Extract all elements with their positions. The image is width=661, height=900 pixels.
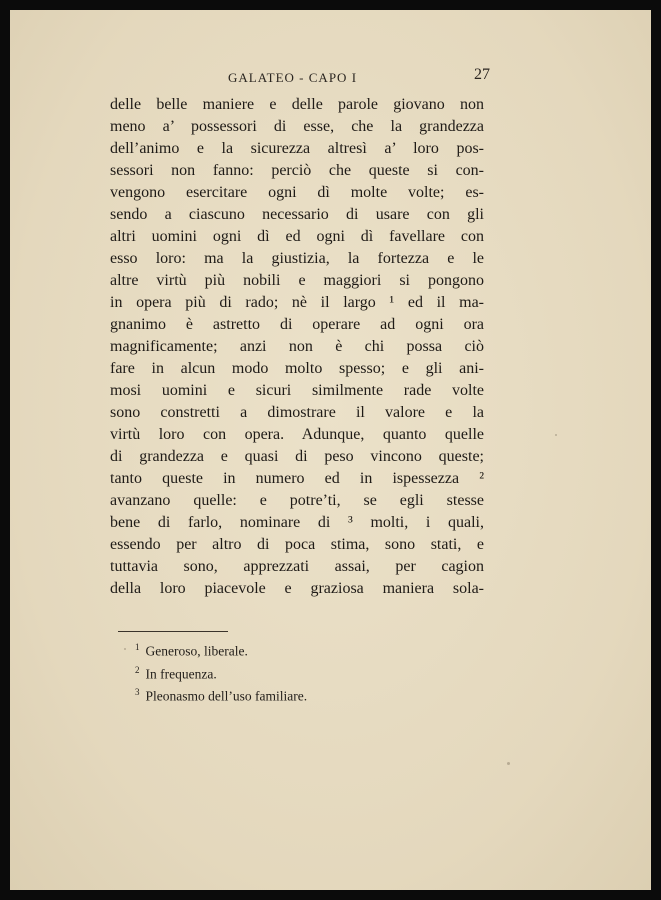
text-line: virtù loro con opera. Adunque, quanto quelle <box>110 426 484 443</box>
page-header <box>110 66 490 90</box>
text-line: bene di farlo, nominare di ³ molti, i quali, <box>110 514 484 531</box>
paper-speck <box>124 648 126 650</box>
footnote-text: Generoso, liberale. <box>145 643 248 659</box>
running-title: GALATEO - CAPO I <box>228 70 358 85</box>
text-line: sessori non fanno: perciò che queste si con- <box>110 162 484 179</box>
footnote <box>135 683 307 706</box>
footnote <box>135 661 307 684</box>
text-line: altre virtù più nobili e maggiori si pongono <box>110 272 484 289</box>
text-line: dell’animo e la sicurezza altresì a’ loro pos- <box>110 140 484 157</box>
text-line: tanto queste in numero ed in ispessezza ² <box>110 470 484 487</box>
text-line: delle belle maniere e delle parole giovano non <box>110 96 484 113</box>
paper-speck <box>555 434 557 436</box>
book-page <box>10 10 651 890</box>
text-line: esso loro: ma la giustizia, la fortezza e le <box>110 250 484 267</box>
paper-speck <box>507 762 510 765</box>
text-line: magnificamente; anzi non è chi possa ciò <box>110 338 484 355</box>
footnote <box>135 638 307 661</box>
text-line: mosi uomini e sicuri similmente rade volte <box>110 382 484 399</box>
text-line: sono constretti a dimostrare il valore e la <box>110 404 484 421</box>
text-line: gnanimo è astretto di operare ad ogni ora <box>110 316 484 333</box>
text-line: avanzano quelle: e potre’ti, se egli stesse <box>110 492 484 509</box>
text-line: altri uomini ogni dì ed ogni dì favellare con <box>110 228 484 245</box>
footnote-mark: 1 <box>135 642 140 652</box>
text-line: vengono esercitare ogni dì molte volte; es- <box>110 184 484 201</box>
text-line: sendo a ciascuno necessario di usare con gli <box>110 206 484 223</box>
footnote-text: In frequenza. <box>145 666 217 681</box>
text-line: in opera più di rado; nè il largo ¹ ed il ma- <box>110 294 484 311</box>
body-text <box>110 94 484 600</box>
footnotes <box>135 638 307 706</box>
footnote-text: Pleonasmo dell’uso familiare. <box>145 688 308 704</box>
text-line: di grandezza e quasi di peso vincono queste; <box>110 448 484 465</box>
page-number: 27 <box>474 66 490 83</box>
footnote-mark: 2 <box>135 664 140 675</box>
text-line: tuttavia sono, apprezzati assai, per cagion <box>110 558 484 575</box>
footnote-mark: 3 <box>135 687 140 697</box>
text-line: meno a’ possessori di esse, che la grandezza <box>110 118 484 135</box>
footnote-rule <box>118 631 228 632</box>
text-line: della loro piacevole e graziosa maniera sola- <box>110 580 484 597</box>
text-line: essendo per altro di poca stima, sono stati, e <box>110 536 484 553</box>
text-line: fare in alcun modo molto spesso; e gli ani- <box>110 360 484 377</box>
